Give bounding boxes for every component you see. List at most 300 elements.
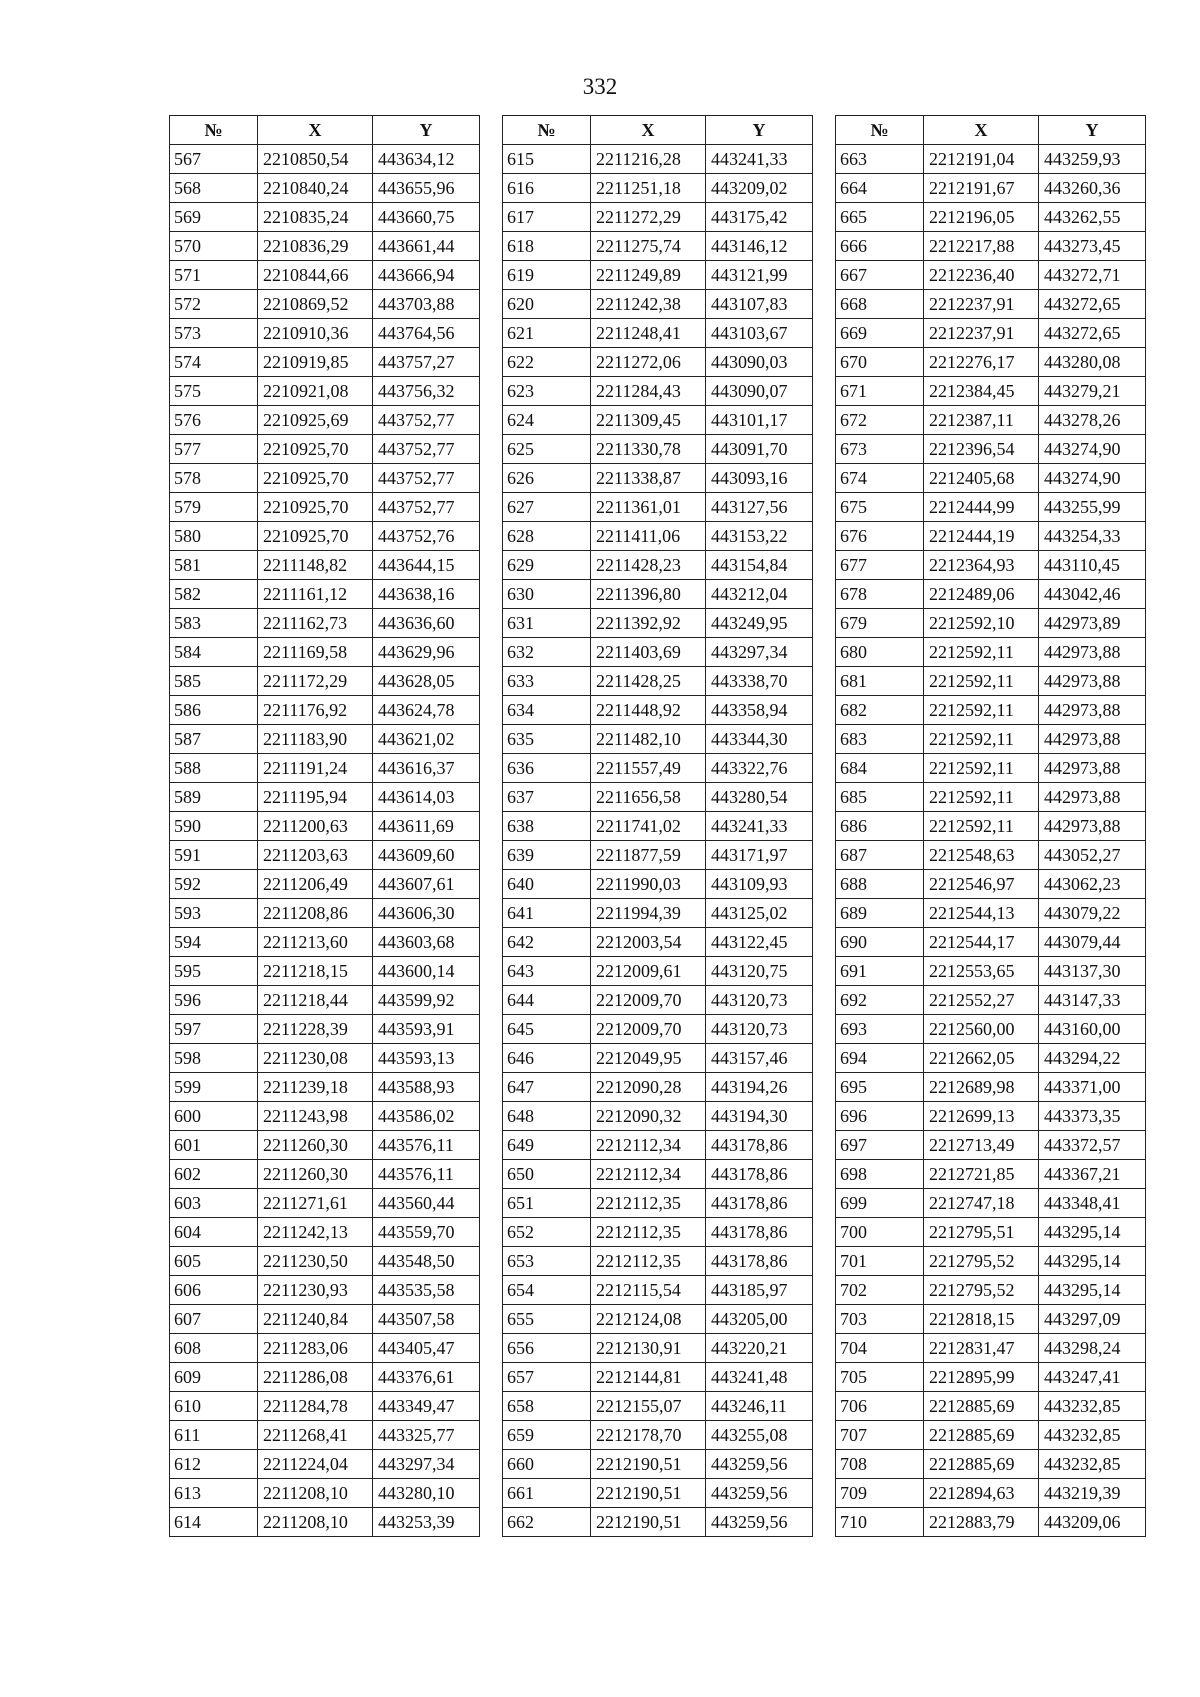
- cell-x: 2212895,99: [924, 1363, 1039, 1392]
- cell-number: 684: [836, 754, 924, 783]
- table-row: [170, 464, 480, 493]
- cell-x: 2211148,82: [258, 551, 373, 580]
- table-row: [836, 406, 1146, 435]
- cell-number: 689: [836, 899, 924, 928]
- table-row: [836, 232, 1146, 261]
- cell-number: 617: [503, 203, 591, 232]
- cell-y: 443212,04: [706, 580, 813, 609]
- cell-x: 2212592,11: [924, 725, 1039, 754]
- cell-number: 631: [503, 609, 591, 638]
- cell-x: 2211411,06: [591, 522, 706, 551]
- table-row: [503, 464, 813, 493]
- table-body: [836, 145, 1146, 1537]
- cell-x: 2212885,69: [924, 1392, 1039, 1421]
- table-row: [503, 406, 813, 435]
- cell-y: 443294,22: [1039, 1044, 1146, 1073]
- cell-x: 2211249,89: [591, 261, 706, 290]
- cell-x: 2211195,94: [258, 783, 373, 812]
- column-header-number: №: [170, 116, 258, 145]
- cell-number: 707: [836, 1421, 924, 1450]
- cell-x: 2212721,85: [924, 1160, 1039, 1189]
- cell-number: 701: [836, 1247, 924, 1276]
- cell-x: 2212552,27: [924, 986, 1039, 1015]
- cell-y: 443146,12: [706, 232, 813, 261]
- cell-number: 677: [836, 551, 924, 580]
- cell-x: 2212883,79: [924, 1508, 1039, 1537]
- cell-number: 596: [170, 986, 258, 1015]
- cell-number: 686: [836, 812, 924, 841]
- cell-x: 2212795,52: [924, 1247, 1039, 1276]
- cell-x: 2210835,24: [258, 203, 373, 232]
- cell-y: 443249,95: [706, 609, 813, 638]
- table-row: [503, 1334, 813, 1363]
- cell-number: 678: [836, 580, 924, 609]
- cell-y: 443603,68: [373, 928, 480, 957]
- cell-number: 659: [503, 1421, 591, 1450]
- cell-number: 605: [170, 1247, 258, 1276]
- cell-number: 569: [170, 203, 258, 232]
- cell-y: 443175,42: [706, 203, 813, 232]
- cell-y: 443638,16: [373, 580, 480, 609]
- cell-x: 2212009,70: [591, 1015, 706, 1044]
- cell-y: 443295,14: [1039, 1247, 1146, 1276]
- cell-x: 2211268,41: [258, 1421, 373, 1450]
- cell-number: 620: [503, 290, 591, 319]
- column-header-number: №: [836, 116, 924, 145]
- table-row: [836, 841, 1146, 870]
- cell-y: 443120,75: [706, 957, 813, 986]
- cell-y: 443209,06: [1039, 1508, 1146, 1537]
- cell-number: 581: [170, 551, 258, 580]
- table-row: [170, 928, 480, 957]
- table-row: [836, 319, 1146, 348]
- cell-x: 2211230,50: [258, 1247, 373, 1276]
- cell-number: 709: [836, 1479, 924, 1508]
- cell-y: 443628,05: [373, 667, 480, 696]
- cell-x: 2212592,11: [924, 696, 1039, 725]
- column-header-number: №: [503, 116, 591, 145]
- column-header-x: X: [591, 116, 706, 145]
- cell-number: 621: [503, 319, 591, 348]
- cell-number: 661: [503, 1479, 591, 1508]
- table-row: [836, 957, 1146, 986]
- cell-y: 443629,96: [373, 638, 480, 667]
- cell-x: 2211260,30: [258, 1131, 373, 1160]
- cell-number: 583: [170, 609, 258, 638]
- cell-number: 700: [836, 1218, 924, 1247]
- table-row: [170, 696, 480, 725]
- table-row: [170, 1276, 480, 1305]
- cell-x: 2212444,99: [924, 493, 1039, 522]
- cell-y: 443259,56: [706, 1479, 813, 1508]
- cell-number: 602: [170, 1160, 258, 1189]
- table-row: [503, 348, 813, 377]
- table-row: [836, 899, 1146, 928]
- table-row: [503, 261, 813, 290]
- table-row: [503, 986, 813, 1015]
- table-row: [836, 1160, 1146, 1189]
- cell-x: 2212090,32: [591, 1102, 706, 1131]
- cell-x: 2212818,15: [924, 1305, 1039, 1334]
- table-row: [503, 1508, 813, 1537]
- table-header-row: [503, 116, 813, 145]
- cell-y: 442973,88: [1039, 725, 1146, 754]
- cell-x: 2211213,60: [258, 928, 373, 957]
- cell-x: 2212009,61: [591, 957, 706, 986]
- cell-number: 568: [170, 174, 258, 203]
- table-row: [170, 522, 480, 551]
- table-row: [503, 203, 813, 232]
- cell-number: 655: [503, 1305, 591, 1334]
- cell-x: 2212548,63: [924, 841, 1039, 870]
- cell-y: 443535,58: [373, 1276, 480, 1305]
- cell-y: 443586,02: [373, 1102, 480, 1131]
- cell-y: 443232,85: [1039, 1450, 1146, 1479]
- cell-x: 2212384,45: [924, 377, 1039, 406]
- cell-y: 443121,99: [706, 261, 813, 290]
- cell-x: 2211448,92: [591, 696, 706, 725]
- cell-y: 443209,02: [706, 174, 813, 203]
- cell-y: 443255,99: [1039, 493, 1146, 522]
- table-row: [836, 609, 1146, 638]
- cell-x: 2211183,90: [258, 725, 373, 754]
- table-row: [170, 725, 480, 754]
- cell-x: 2211228,39: [258, 1015, 373, 1044]
- cell-number: 648: [503, 1102, 591, 1131]
- table-row: [503, 1479, 813, 1508]
- table-row: [170, 580, 480, 609]
- cell-x: 2212592,10: [924, 609, 1039, 638]
- table-row: [170, 1450, 480, 1479]
- cell-y: 443614,03: [373, 783, 480, 812]
- cell-y: 443666,94: [373, 261, 480, 290]
- cell-y: 443232,85: [1039, 1392, 1146, 1421]
- table-row: [170, 754, 480, 783]
- cell-x: 2211557,49: [591, 754, 706, 783]
- cell-y: 442973,88: [1039, 696, 1146, 725]
- table-row: [836, 290, 1146, 319]
- cell-number: 657: [503, 1363, 591, 1392]
- cell-x: 2211240,84: [258, 1305, 373, 1334]
- cell-x: 2212713,49: [924, 1131, 1039, 1160]
- cell-y: 443373,35: [1039, 1102, 1146, 1131]
- table-row: [503, 957, 813, 986]
- table-row: [836, 986, 1146, 1015]
- cell-number: 644: [503, 986, 591, 1015]
- cell-number: 710: [836, 1508, 924, 1537]
- cell-y: 443600,14: [373, 957, 480, 986]
- cell-y: 443280,08: [1039, 348, 1146, 377]
- cell-x: 2211218,15: [258, 957, 373, 986]
- cell-x: 2211403,69: [591, 638, 706, 667]
- cell-number: 694: [836, 1044, 924, 1073]
- cell-x: 2212276,17: [924, 348, 1039, 377]
- cell-y: 443273,45: [1039, 232, 1146, 261]
- column-header-y: Y: [1039, 116, 1146, 145]
- table-row: [503, 1189, 813, 1218]
- cell-number: 618: [503, 232, 591, 261]
- cell-number: 643: [503, 957, 591, 986]
- cell-y: 443274,90: [1039, 464, 1146, 493]
- cell-x: 2211243,98: [258, 1102, 373, 1131]
- cell-x: 2211990,03: [591, 870, 706, 899]
- table-row: [170, 348, 480, 377]
- cell-y: 443120,73: [706, 1015, 813, 1044]
- cell-x: 2212003,54: [591, 928, 706, 957]
- cell-x: 2212560,00: [924, 1015, 1039, 1044]
- table-row: [836, 1392, 1146, 1421]
- table-row: [836, 1247, 1146, 1276]
- cell-y: 443246,11: [706, 1392, 813, 1421]
- cell-y: 443254,33: [1039, 522, 1146, 551]
- cell-y: 443295,14: [1039, 1276, 1146, 1305]
- cell-number: 696: [836, 1102, 924, 1131]
- cell-x: 2212387,11: [924, 406, 1039, 435]
- cell-number: 649: [503, 1131, 591, 1160]
- table-row: [170, 957, 480, 986]
- cell-x: 2212049,95: [591, 1044, 706, 1073]
- cell-x: 2212112,35: [591, 1218, 706, 1247]
- cell-x: 2211208,86: [258, 899, 373, 928]
- cell-y: 443153,22: [706, 522, 813, 551]
- cell-y: 443279,21: [1039, 377, 1146, 406]
- cell-y: 443253,39: [373, 1508, 480, 1537]
- table-row: [170, 609, 480, 638]
- table-row: [503, 319, 813, 348]
- cell-y: 443764,56: [373, 319, 480, 348]
- cell-y: 443576,11: [373, 1160, 480, 1189]
- cell-number: 695: [836, 1073, 924, 1102]
- cell-number: 692: [836, 986, 924, 1015]
- cell-y: 443655,96: [373, 174, 480, 203]
- cell-number: 674: [836, 464, 924, 493]
- cell-number: 669: [836, 319, 924, 348]
- table-row: [170, 1189, 480, 1218]
- cell-number: 611: [170, 1421, 258, 1450]
- table-row: [170, 1392, 480, 1421]
- cell-y: 443247,41: [1039, 1363, 1146, 1392]
- table-body: [503, 145, 813, 1537]
- coordinate-table: [169, 115, 480, 1537]
- table-row: [503, 638, 813, 667]
- cell-x: 2211392,92: [591, 609, 706, 638]
- cell-x: 2212831,47: [924, 1334, 1039, 1363]
- cell-y: 443220,21: [706, 1334, 813, 1363]
- cell-number: 635: [503, 725, 591, 754]
- cell-number: 705: [836, 1363, 924, 1392]
- cell-x: 2211284,43: [591, 377, 706, 406]
- table-row: [836, 1363, 1146, 1392]
- cell-x: 2211216,28: [591, 145, 706, 174]
- cell-x: 2212155,07: [591, 1392, 706, 1421]
- cell-number: 608: [170, 1334, 258, 1363]
- table-row: [836, 928, 1146, 957]
- table-row: [170, 1421, 480, 1450]
- cell-number: 612: [170, 1450, 258, 1479]
- cell-y: 443752,76: [373, 522, 480, 551]
- cell-x: 2211218,44: [258, 986, 373, 1015]
- cell-x: 2210844,66: [258, 261, 373, 290]
- cell-y: 443079,44: [1039, 928, 1146, 957]
- table-row: [503, 870, 813, 899]
- cell-number: 570: [170, 232, 258, 261]
- cell-number: 572: [170, 290, 258, 319]
- cell-x: 2210921,08: [258, 377, 373, 406]
- cell-number: 704: [836, 1334, 924, 1363]
- cell-y: 443606,30: [373, 899, 480, 928]
- table-row: [503, 1305, 813, 1334]
- cell-x: 2212196,05: [924, 203, 1039, 232]
- cell-number: 589: [170, 783, 258, 812]
- cell-x: 2211272,29: [591, 203, 706, 232]
- coordinate-table: [835, 115, 1146, 1537]
- table-row: [170, 899, 480, 928]
- table-row: [503, 1131, 813, 1160]
- cell-x: 2212237,91: [924, 319, 1039, 348]
- cell-y: 443616,37: [373, 754, 480, 783]
- cell-x: 2212237,91: [924, 290, 1039, 319]
- cell-x: 2212689,98: [924, 1073, 1039, 1102]
- cell-number: 641: [503, 899, 591, 928]
- table-row: [503, 1102, 813, 1131]
- cell-number: 672: [836, 406, 924, 435]
- table-row: [170, 406, 480, 435]
- cell-y: 443607,61: [373, 870, 480, 899]
- table-row: [503, 1363, 813, 1392]
- cell-x: 2211271,61: [258, 1189, 373, 1218]
- table-row: [170, 1479, 480, 1508]
- table-row: [836, 1073, 1146, 1102]
- cell-y: 443593,91: [373, 1015, 480, 1044]
- cell-y: 443609,60: [373, 841, 480, 870]
- table-row: [503, 783, 813, 812]
- cell-number: 647: [503, 1073, 591, 1102]
- table-row: [836, 783, 1146, 812]
- coordinate-table: [502, 115, 813, 1537]
- cell-x: 2212444,19: [924, 522, 1039, 551]
- cell-y: 443611,69: [373, 812, 480, 841]
- cell-y: 443101,17: [706, 406, 813, 435]
- cell-y: 442973,88: [1039, 783, 1146, 812]
- cell-y: 443178,86: [706, 1131, 813, 1160]
- cell-x: 2212396,54: [924, 435, 1039, 464]
- cell-y: 443295,14: [1039, 1218, 1146, 1247]
- cell-number: 578: [170, 464, 258, 493]
- table-row: [836, 638, 1146, 667]
- cell-x: 2211741,02: [591, 812, 706, 841]
- table-row: [503, 290, 813, 319]
- table-row: [836, 1334, 1146, 1363]
- cell-x: 2211242,38: [591, 290, 706, 319]
- cell-x: 2212190,51: [591, 1479, 706, 1508]
- table-row: [836, 493, 1146, 522]
- cell-number: 633: [503, 667, 591, 696]
- cell-number: 606: [170, 1276, 258, 1305]
- cell-x: 2212699,13: [924, 1102, 1039, 1131]
- table-row: [170, 319, 480, 348]
- cell-x: 2211428,23: [591, 551, 706, 580]
- table-row: [170, 667, 480, 696]
- cell-number: 593: [170, 899, 258, 928]
- cell-y: 442973,89: [1039, 609, 1146, 638]
- cell-y: 443624,78: [373, 696, 480, 725]
- cell-number: 690: [836, 928, 924, 957]
- table-row: [836, 1479, 1146, 1508]
- cell-y: 443160,00: [1039, 1015, 1146, 1044]
- cell-number: 665: [836, 203, 924, 232]
- cell-y: 443079,22: [1039, 899, 1146, 928]
- table-header-row: [836, 116, 1146, 145]
- table-row: [170, 1015, 480, 1044]
- cell-number: 625: [503, 435, 591, 464]
- cell-x: 2210925,70: [258, 464, 373, 493]
- cell-y: 443280,10: [373, 1479, 480, 1508]
- cell-x: 2211338,87: [591, 464, 706, 493]
- cell-y: 442973,88: [1039, 638, 1146, 667]
- cell-number: 624: [503, 406, 591, 435]
- table-row: [836, 1218, 1146, 1247]
- cell-number: 699: [836, 1189, 924, 1218]
- cell-y: 443110,45: [1039, 551, 1146, 580]
- cell-number: 591: [170, 841, 258, 870]
- cell-x: 2212546,97: [924, 870, 1039, 899]
- cell-number: 585: [170, 667, 258, 696]
- table-row: [836, 1015, 1146, 1044]
- cell-x: 2211239,18: [258, 1073, 373, 1102]
- cell-y: 443091,70: [706, 435, 813, 464]
- cell-y: 443241,48: [706, 1363, 813, 1392]
- table-row: [836, 1450, 1146, 1479]
- cell-y: 443372,57: [1039, 1131, 1146, 1160]
- cell-number: 595: [170, 957, 258, 986]
- cell-y: 443178,86: [706, 1189, 813, 1218]
- cell-y: 443093,16: [706, 464, 813, 493]
- table-row: [836, 522, 1146, 551]
- cell-x: 2212795,51: [924, 1218, 1039, 1247]
- cell-x: 2211428,25: [591, 667, 706, 696]
- cell-number: 670: [836, 348, 924, 377]
- cell-y: 443042,46: [1039, 580, 1146, 609]
- cell-x: 2211248,41: [591, 319, 706, 348]
- cell-x: 2211275,74: [591, 232, 706, 261]
- table-row: [170, 870, 480, 899]
- cell-number: 703: [836, 1305, 924, 1334]
- cell-number: 693: [836, 1015, 924, 1044]
- page-number: 332: [582, 74, 618, 99]
- cell-number: 627: [503, 493, 591, 522]
- cell-number: 688: [836, 870, 924, 899]
- cell-number: 664: [836, 174, 924, 203]
- cell-number: 652: [503, 1218, 591, 1247]
- cell-x: 2212009,70: [591, 986, 706, 1015]
- table-row: [170, 1218, 480, 1247]
- cell-x: 2210840,24: [258, 174, 373, 203]
- cell-number: 650: [503, 1160, 591, 1189]
- table-row: [836, 1044, 1146, 1073]
- table-row: [836, 348, 1146, 377]
- cell-x: 2211191,24: [258, 754, 373, 783]
- cell-number: 614: [170, 1508, 258, 1537]
- cell-x: 2212544,13: [924, 899, 1039, 928]
- cell-number: 691: [836, 957, 924, 986]
- cell-x: 2212405,68: [924, 464, 1039, 493]
- table-body: [170, 145, 480, 1537]
- table-row: [170, 1363, 480, 1392]
- cell-number: 594: [170, 928, 258, 957]
- cell-number: 666: [836, 232, 924, 261]
- table-row: [836, 464, 1146, 493]
- cell-number: 609: [170, 1363, 258, 1392]
